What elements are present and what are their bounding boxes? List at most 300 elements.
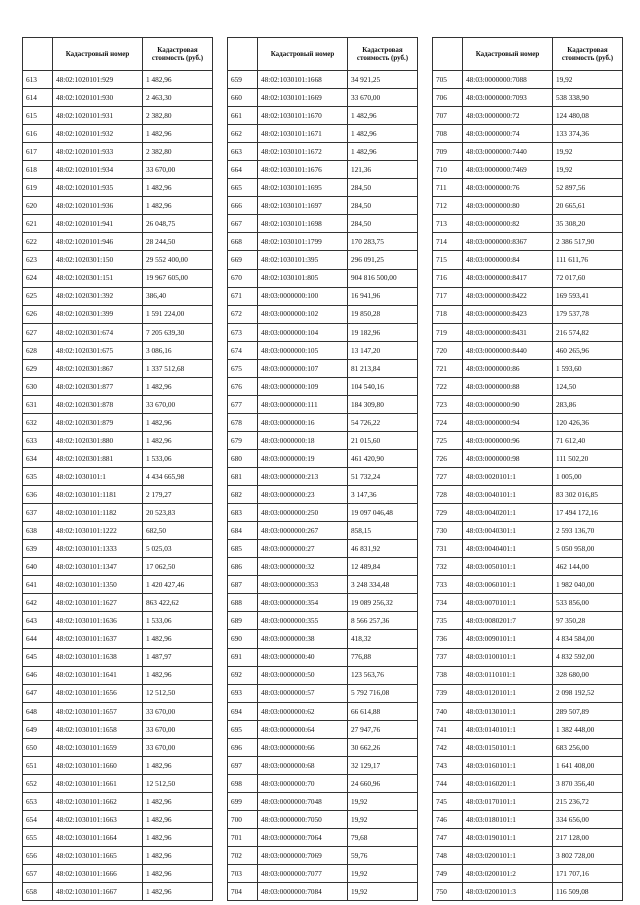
cadastral-number: 48:03:0000000:27	[258, 540, 348, 558]
cadastral-number: 48:03:0000000:8431	[463, 323, 553, 341]
row-number: 725	[433, 431, 463, 449]
table-row	[228, 594, 418, 612]
cadastral-value: 2 098 192,52	[553, 684, 623, 702]
cadastral-number: 48:03:0040101:1	[463, 486, 553, 504]
cadastral-number: 48:02:1020301:675	[53, 341, 143, 359]
row-number: 727	[433, 468, 463, 486]
row-number: 661	[228, 107, 258, 125]
cadastral-value: 13 147,20	[348, 341, 418, 359]
cadastral-number: 48:02:1030101:1669	[258, 89, 348, 107]
cadastral-number: 48:02:1030101:1665	[53, 847, 143, 865]
table-row	[23, 684, 213, 702]
cadastral-value: 1 482,96	[143, 828, 213, 846]
row-number: 687	[228, 576, 258, 594]
table-row	[23, 251, 213, 269]
table-row	[433, 233, 623, 251]
table-row	[433, 197, 623, 215]
cadastral-number: 48:02:1020301:399	[53, 305, 143, 323]
cadastral-number: 48:02:1020301:877	[53, 377, 143, 395]
row-number: 651	[23, 756, 53, 774]
row-number: 671	[228, 287, 258, 305]
cadastral-number: 48:02:1030101:1672	[258, 143, 348, 161]
cadastral-number: 48:02:1030101:395	[258, 251, 348, 269]
table-row	[433, 395, 623, 413]
cadastral-value: 4 434 665,98	[143, 468, 213, 486]
cadastral-number: 48:03:0000000:8440	[463, 341, 553, 359]
table-row	[228, 341, 418, 359]
cadastral-value: 33 670,00	[143, 720, 213, 738]
row-number: 731	[433, 540, 463, 558]
table-row	[23, 504, 213, 522]
table-row	[228, 720, 418, 738]
cadastral-number: 48:02:1030101:1656	[53, 684, 143, 702]
row-number: 739	[433, 684, 463, 702]
cadastral-value: 29 552 400,00	[143, 251, 213, 269]
row-number: 738	[433, 666, 463, 684]
row-number: 695	[228, 720, 258, 738]
cadastral-value: 19,92	[553, 161, 623, 179]
cadastral-value: 33 670,00	[143, 702, 213, 720]
row-number: 675	[228, 359, 258, 377]
table-row	[23, 179, 213, 197]
row-number: 745	[433, 792, 463, 810]
cadastral-value: 32 129,17	[348, 756, 418, 774]
cadastral-value: 12 512,50	[143, 774, 213, 792]
table-row	[228, 883, 418, 901]
table-row	[23, 792, 213, 810]
table-row	[228, 792, 418, 810]
table-row	[433, 702, 623, 720]
row-number: 676	[228, 377, 258, 395]
row-number: 620	[23, 197, 53, 215]
cadastral-value: 30 662,26	[348, 738, 418, 756]
cadastral-value: 104 540,16	[348, 377, 418, 395]
cadastral-value: 34 921,25	[348, 71, 418, 89]
cadastral-value: 124 480,08	[553, 107, 623, 125]
table-row	[433, 486, 623, 504]
row-number: 733	[433, 576, 463, 594]
cadastral-number: 48:02:1030101:1222	[53, 522, 143, 540]
cadastral-value: 19 097 046,48	[348, 504, 418, 522]
cadastral-number: 48:03:0000000:72	[463, 107, 553, 125]
cadastral-value: 283,86	[553, 395, 623, 413]
table-row	[433, 377, 623, 395]
cadastral-number: 48:02:1030101:1666	[53, 865, 143, 883]
table-row	[433, 269, 623, 287]
row-number: 650	[23, 738, 53, 756]
header-row	[433, 38, 623, 71]
row-number: 706	[433, 89, 463, 107]
table-row	[23, 540, 213, 558]
cadastral-number: 48:03:0000000:40	[258, 648, 348, 666]
header-cadastral-value: Кадастровая стоимость (руб.)	[143, 38, 213, 71]
cadastral-number: 48:02:1030101:1636	[53, 612, 143, 630]
cadastral-number: 48:02:1020301:867	[53, 359, 143, 377]
cadastral-value: 4 834 584,00	[553, 630, 623, 648]
row-number: 615	[23, 107, 53, 125]
cadastral-number: 48:02:1020101:935	[53, 179, 143, 197]
table-row	[23, 233, 213, 251]
row-number: 617	[23, 143, 53, 161]
cadastral-value: 123 563,76	[348, 666, 418, 684]
table-row	[228, 865, 418, 883]
cadastral-value: 1 482,96	[143, 666, 213, 684]
header-cadastral-number: Кадастровый номер	[53, 38, 143, 71]
cadastral-value: 7 205 639,30	[143, 323, 213, 341]
cadastral-value: 12 489,84	[348, 558, 418, 576]
cadastral-number: 48:02:1030101:1667	[53, 883, 143, 901]
row-number: 737	[433, 648, 463, 666]
table-row	[433, 89, 623, 107]
table-row	[433, 810, 623, 828]
table-row	[228, 431, 418, 449]
table-row	[23, 125, 213, 143]
table-row	[433, 287, 623, 305]
table-row	[228, 233, 418, 251]
cadastral-number: 48:03:0000000:250	[258, 504, 348, 522]
cadastral-value: 5 792 716,08	[348, 684, 418, 702]
table-row	[228, 666, 418, 684]
row-number: 645	[23, 648, 53, 666]
row-number: 672	[228, 305, 258, 323]
table-row	[228, 540, 418, 558]
table-row	[433, 666, 623, 684]
table-row	[433, 756, 623, 774]
cadastral-number: 48:03:0000000:19	[258, 449, 348, 467]
row-number: 702	[228, 847, 258, 865]
row-number: 663	[228, 143, 258, 161]
cadastral-number: 48:02:1030101:1658	[53, 720, 143, 738]
row-number: 717	[433, 287, 463, 305]
cadastral-value: 2 382,80	[143, 107, 213, 125]
row-number: 750	[433, 883, 463, 901]
cadastral-number: 48:03:0000000:7084	[258, 883, 348, 901]
cadastral-number: 48:03:0000000:105	[258, 341, 348, 359]
cadastral-number: 48:02:1020301:151	[53, 269, 143, 287]
table-row	[23, 468, 213, 486]
table-row	[433, 305, 623, 323]
cadastral-number: 48:03:0000000:7093	[463, 89, 553, 107]
cadastral-number: 48:03:0000000:74	[463, 125, 553, 143]
table-row	[23, 143, 213, 161]
table-row	[23, 810, 213, 828]
cadastral-value: 1 005,00	[553, 468, 623, 486]
cadastral-value: 21 015,60	[348, 431, 418, 449]
cadastral-number: 48:03:0000000:7088	[463, 71, 553, 89]
cadastral-number: 48:03:0000000:7469	[463, 161, 553, 179]
table-row	[433, 125, 623, 143]
table-row	[433, 828, 623, 846]
table-row	[433, 522, 623, 540]
cadastral-number: 48:02:1020301:674	[53, 323, 143, 341]
cadastral-number: 48:02:1020101:931	[53, 107, 143, 125]
row-number: 636	[23, 486, 53, 504]
row-number: 627	[23, 323, 53, 341]
cadastral-number: 48:03:0000000:100	[258, 287, 348, 305]
table-row	[433, 684, 623, 702]
cadastral-number: 48:02:1030101:1676	[258, 161, 348, 179]
cadastral-number: 48:03:0000000:111	[258, 395, 348, 413]
table-row	[433, 865, 623, 883]
cadastral-number: 48:02:1030101:1695	[258, 179, 348, 197]
cadastral-number: 48:03:0110101:1	[463, 666, 553, 684]
row-number: 721	[433, 359, 463, 377]
cadastral-number: 48:03:0000000:7077	[258, 865, 348, 883]
table-row	[23, 269, 213, 287]
row-number: 678	[228, 413, 258, 431]
row-number: 740	[433, 702, 463, 720]
cadastral-value: 17 062,50	[143, 558, 213, 576]
cadastral-value: 3 802 728,00	[553, 847, 623, 865]
table-row	[23, 377, 213, 395]
cadastral-value: 462 144,00	[553, 558, 623, 576]
cadastral-value: 1 382 448,00	[553, 720, 623, 738]
cadastral-value: 8 566 257,36	[348, 612, 418, 630]
cadastral-number: 48:02:1030101:1664	[53, 828, 143, 846]
row-number: 746	[433, 810, 463, 828]
row-number: 629	[23, 359, 53, 377]
row-number: 623	[23, 251, 53, 269]
cadastral-value: 1 482,96	[143, 847, 213, 865]
cadastral-number: 48:03:0000000:353	[258, 576, 348, 594]
cadastral-value: 284,50	[348, 179, 418, 197]
table-row	[228, 468, 418, 486]
cadastral-value: 19,92	[348, 883, 418, 901]
row-number: 640	[23, 558, 53, 576]
row-number: 668	[228, 233, 258, 251]
table-row	[433, 774, 623, 792]
cadastral-value: 1 482,96	[348, 143, 418, 161]
cadastral-number: 48:02:1030101:1657	[53, 702, 143, 720]
table-row	[433, 323, 623, 341]
table-row	[228, 756, 418, 774]
row-number: 681	[228, 468, 258, 486]
cadastral-number: 48:03:0000000:84	[463, 251, 553, 269]
cadastral-value: 28 244,50	[143, 233, 213, 251]
table-row	[433, 431, 623, 449]
cadastral-number: 48:03:0160101:1	[463, 756, 553, 774]
row-number: 660	[228, 89, 258, 107]
table-row	[23, 648, 213, 666]
cadastral-value: 1 482,96	[348, 107, 418, 125]
cadastral-number: 48:03:0000000:64	[258, 720, 348, 738]
cadastral-value: 19 182,96	[348, 323, 418, 341]
cadastral-value: 111 611,76	[553, 251, 623, 269]
cadastral-value: 1 482,96	[348, 125, 418, 143]
row-number: 729	[433, 504, 463, 522]
cadastral-value: 35 308,20	[553, 215, 623, 233]
row-number: 657	[23, 865, 53, 883]
cadastral-number: 48:03:0000000:98	[463, 449, 553, 467]
row-number: 626	[23, 305, 53, 323]
table-row	[433, 792, 623, 810]
cadastral-value: 20 523,83	[143, 504, 213, 522]
cadastral-value: 26 048,75	[143, 215, 213, 233]
cadastral-value: 17 494 172,16	[553, 504, 623, 522]
row-number: 656	[23, 847, 53, 865]
table-row	[23, 738, 213, 756]
table-row	[433, 847, 623, 865]
table-row	[228, 287, 418, 305]
cadastral-value: 20 665,61	[553, 197, 623, 215]
register-table-1	[22, 37, 213, 901]
cadastral-value: 460 265,96	[553, 341, 623, 359]
cadastral-number: 48:03:0000000:62	[258, 702, 348, 720]
row-number: 700	[228, 810, 258, 828]
cadastral-number: 48:03:0200101:2	[463, 865, 553, 883]
row-number: 714	[433, 233, 463, 251]
cadastral-number: 48:02:1030101:1350	[53, 576, 143, 594]
cadastral-number: 48:02:1030101:1663	[53, 810, 143, 828]
cadastral-value: 124,50	[553, 377, 623, 395]
cadastral-value: 3 147,36	[348, 486, 418, 504]
row-number: 710	[433, 161, 463, 179]
cadastral-value: 538 338,90	[553, 89, 623, 107]
cadastral-number: 48:03:0100101:1	[463, 648, 553, 666]
table-row	[23, 847, 213, 865]
table-row	[23, 71, 213, 89]
cadastral-value: 33 670,00	[143, 395, 213, 413]
row-number: 625	[23, 287, 53, 305]
table-row	[228, 143, 418, 161]
table-row	[228, 377, 418, 395]
cadastral-number: 48:02:1030101:1637	[53, 630, 143, 648]
table-row	[228, 576, 418, 594]
cadastral-value: 33 670,00	[143, 738, 213, 756]
register-table-3	[432, 37, 623, 901]
cadastral-number: 48:02:1030101:1670	[258, 107, 348, 125]
row-number: 633	[23, 431, 53, 449]
row-number: 622	[23, 233, 53, 251]
cadastral-number: 48:02:1030101:1662	[53, 792, 143, 810]
cadastral-number: 48:03:0000000:76	[463, 179, 553, 197]
cadastral-number: 48:02:1020101:941	[53, 215, 143, 233]
cadastral-value: 1 482,96	[143, 431, 213, 449]
cadastral-number: 48:03:0000000:8417	[463, 269, 553, 287]
table-row	[228, 197, 418, 215]
table-row	[23, 341, 213, 359]
cadastral-number: 48:03:0130101:1	[463, 702, 553, 720]
cadastral-number: 48:03:0000000:96	[463, 431, 553, 449]
header-cadastral-value: Кадастровая стоимость (руб.)	[348, 38, 418, 71]
cadastral-number: 48:02:1020101:934	[53, 161, 143, 179]
cadastral-value: 72 017,60	[553, 269, 623, 287]
row-number: 685	[228, 540, 258, 558]
row-number: 692	[228, 666, 258, 684]
table-row	[433, 107, 623, 125]
cadastral-value: 71 612,40	[553, 431, 623, 449]
row-number: 652	[23, 774, 53, 792]
row-number: 732	[433, 558, 463, 576]
cadastral-number: 48:03:0070101:1	[463, 594, 553, 612]
cadastral-number: 48:03:0000000:82	[463, 215, 553, 233]
row-number: 719	[433, 323, 463, 341]
row-number: 666	[228, 197, 258, 215]
table-row	[433, 558, 623, 576]
row-number: 680	[228, 449, 258, 467]
cadastral-number: 48:03:0000000:38	[258, 630, 348, 648]
cadastral-number: 48:03:0000000:8423	[463, 305, 553, 323]
table-row	[228, 125, 418, 143]
table-row	[433, 594, 623, 612]
row-number: 642	[23, 594, 53, 612]
row-number: 693	[228, 684, 258, 702]
row-number: 709	[433, 143, 463, 161]
cadastral-value: 682,50	[143, 522, 213, 540]
row-number: 644	[23, 630, 53, 648]
row-number: 720	[433, 341, 463, 359]
cadastral-number: 48:02:1020101:932	[53, 125, 143, 143]
cadastral-value: 52 897,56	[553, 179, 623, 197]
cadastral-value: 1 533,06	[143, 449, 213, 467]
cadastral-value: 171 707,16	[553, 865, 623, 883]
table-row	[228, 630, 418, 648]
row-number: 715	[433, 251, 463, 269]
row-number: 613	[23, 71, 53, 89]
cadastral-value: 776,88	[348, 648, 418, 666]
cadastral-value: 284,50	[348, 197, 418, 215]
cadastral-number: 48:02:1030101:1181	[53, 486, 143, 504]
cadastral-value: 5 025,03	[143, 540, 213, 558]
cadastral-number: 48:03:0000000:86	[463, 359, 553, 377]
cadastral-value: 81 213,84	[348, 359, 418, 377]
row-number: 728	[433, 486, 463, 504]
cadastral-number: 48:02:1020101:933	[53, 143, 143, 161]
table-row	[23, 305, 213, 323]
cadastral-number: 48:03:0000000:8422	[463, 287, 553, 305]
table-row	[23, 107, 213, 125]
table-row	[228, 179, 418, 197]
cadastral-value: 1 482,96	[143, 810, 213, 828]
row-number: 632	[23, 413, 53, 431]
row-number: 722	[433, 377, 463, 395]
table-row	[228, 359, 418, 377]
cadastral-value: 4 832 592,00	[553, 648, 623, 666]
cadastral-number: 48:02:1030101:1347	[53, 558, 143, 576]
table-row	[23, 756, 213, 774]
cadastral-number: 48:02:1030101:1660	[53, 756, 143, 774]
cadastral-number: 48:03:0000000:94	[463, 413, 553, 431]
table-row	[23, 630, 213, 648]
cadastral-value: 289 507,89	[553, 702, 623, 720]
cadastral-value: 1 482,96	[143, 865, 213, 883]
table-row	[228, 395, 418, 413]
table-row	[228, 215, 418, 233]
cadastral-number: 48:02:1020101:936	[53, 197, 143, 215]
row-number: 624	[23, 269, 53, 287]
table-row	[433, 504, 623, 522]
cadastral-number: 48:02:1020301:392	[53, 287, 143, 305]
cadastral-value: 461 420,90	[348, 449, 418, 467]
table-row	[23, 287, 213, 305]
cadastral-number: 48:02:1030101:1661	[53, 774, 143, 792]
cadastral-value: 1 482,96	[143, 413, 213, 431]
row-number: 688	[228, 594, 258, 612]
cadastral-value: 1 420 427,46	[143, 576, 213, 594]
cadastral-number: 48:03:0060101:1	[463, 576, 553, 594]
cadastral-value: 3 248 334,48	[348, 576, 418, 594]
table-row	[433, 179, 623, 197]
cadastral-value: 217 128,00	[553, 828, 623, 846]
row-number: 749	[433, 865, 463, 883]
table-row	[433, 449, 623, 467]
cadastral-number: 48:03:0000000:32	[258, 558, 348, 576]
table-row	[228, 684, 418, 702]
cadastral-number: 48:02:1030101:1799	[258, 233, 348, 251]
cadastral-number: 48:03:0150101:1	[463, 738, 553, 756]
cadastral-value: 418,32	[348, 630, 418, 648]
cadastral-number: 48:02:1030101:1641	[53, 666, 143, 684]
